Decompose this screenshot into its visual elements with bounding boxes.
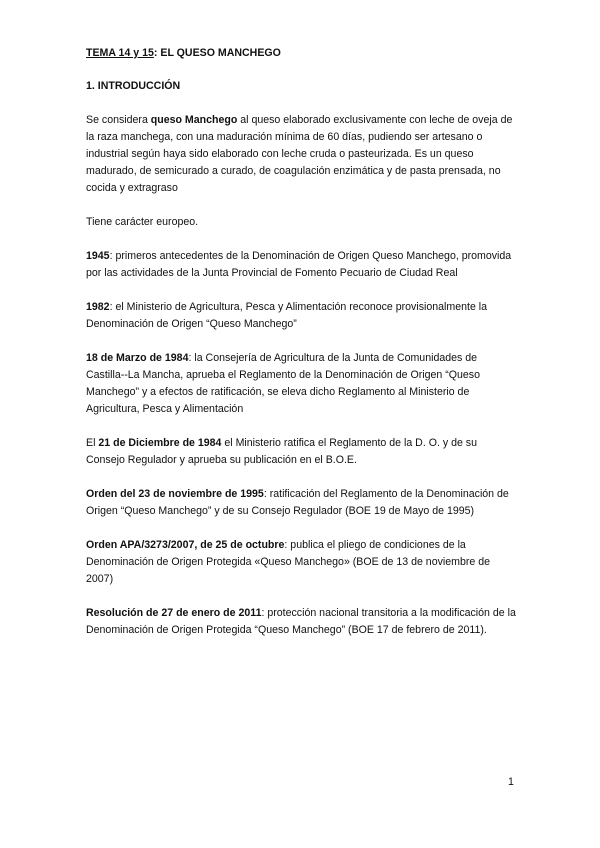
entry-2007 [86, 537, 518, 588]
entry-post: : la Consejería de Agricultura de la Junta de Comunidades de Castilla--La Mancha, aprueba el Reglamento de la Denominación de Origen “Queso Manchego” y a efectos de ratificación, se eleva dicho Reglamento al Ministerio de Agricultura, Pesca y Alimentación [86, 352, 480, 415]
intro-paragraph [86, 112, 518, 197]
entry-bold: 1945 [86, 250, 110, 262]
entry-post: : primeros antecedentes de la Denominación de Origen Queso Manchego, promovida por las actividades de la Junta Provincial de Fomento Pecuario de Ciudad Real [86, 250, 512, 279]
entry-1995 [86, 486, 518, 520]
entry-1945 [86, 248, 518, 282]
entry-bold: 18 de Marzo de 1984 [86, 352, 189, 364]
page-number: 1 [508, 776, 514, 788]
intro-post: al queso elaborado exclusivamente con leche de oveja de la raza manchega, con una maduración mínima de 60 días, pudiendo ser artesano o industrial según haya sido elaborado con leche cruda o pasteurizada. Es un queso madurado, de semicurado a curado, de coagulación enzimática y de pasta prensada, no cocida y extragraso [86, 114, 513, 194]
section-heading: 1. INTRODUCCIÓN [86, 80, 181, 92]
entry-december-1984 [86, 435, 518, 469]
entry-bold: Resolución de 27 de enero de 2011 [86, 607, 262, 619]
document-page [86, 45, 518, 656]
entry-bold: 21 de Diciembre de 1984 [98, 437, 222, 449]
entry-bold: Orden del 23 de noviembre de 1995 [86, 488, 264, 500]
entry-post: el Ministerio ratifica el Reglamento de la D. O. y de su Consejo Regulador y aprueba su publicación en el B.O.E. [86, 437, 477, 466]
entry-bold: Orden APA/3273/2007, de 25 de octubre [86, 539, 285, 551]
european-paragraph: Tiene carácter europeo. [86, 216, 199, 228]
document-title [86, 45, 518, 62]
entry-post: : ratificación del Reglamento de la Denominación de Origen “Queso Manchego” y de su Consejo Regulador (BOE 19 de Mayo de 1995) [86, 488, 509, 517]
title-rest: : EL QUESO MANCHEGO [153, 47, 281, 59]
entry-march-1984 [86, 350, 518, 418]
intro-pre: Se considera [86, 114, 151, 126]
title-underlined: TEMA 14 y 15 [86, 47, 154, 59]
entry-post: : protección nacional transitoria a la modificación de la Denominación de Origen Protegida “Queso Manchego” (BOE 17 de febrero de 2011). [86, 607, 516, 636]
entry-bold: 1982 [86, 301, 110, 313]
intro-bold: queso Manchego [150, 114, 238, 126]
entry-pre: El [86, 437, 99, 449]
entry-post: : el Ministerio de Agricultura, Pesca y Alimentación reconoce provisionalmente la Denominación de Origen “Queso Manchego” [86, 301, 488, 330]
entry-post: : publica el pliego de condiciones de la Denominación de Origen Protegida «Queso Manchego» (BOE de 13 de noviembre de 2007) [86, 539, 490, 585]
entry-1982 [86, 299, 518, 333]
entry-2011 [86, 605, 518, 639]
